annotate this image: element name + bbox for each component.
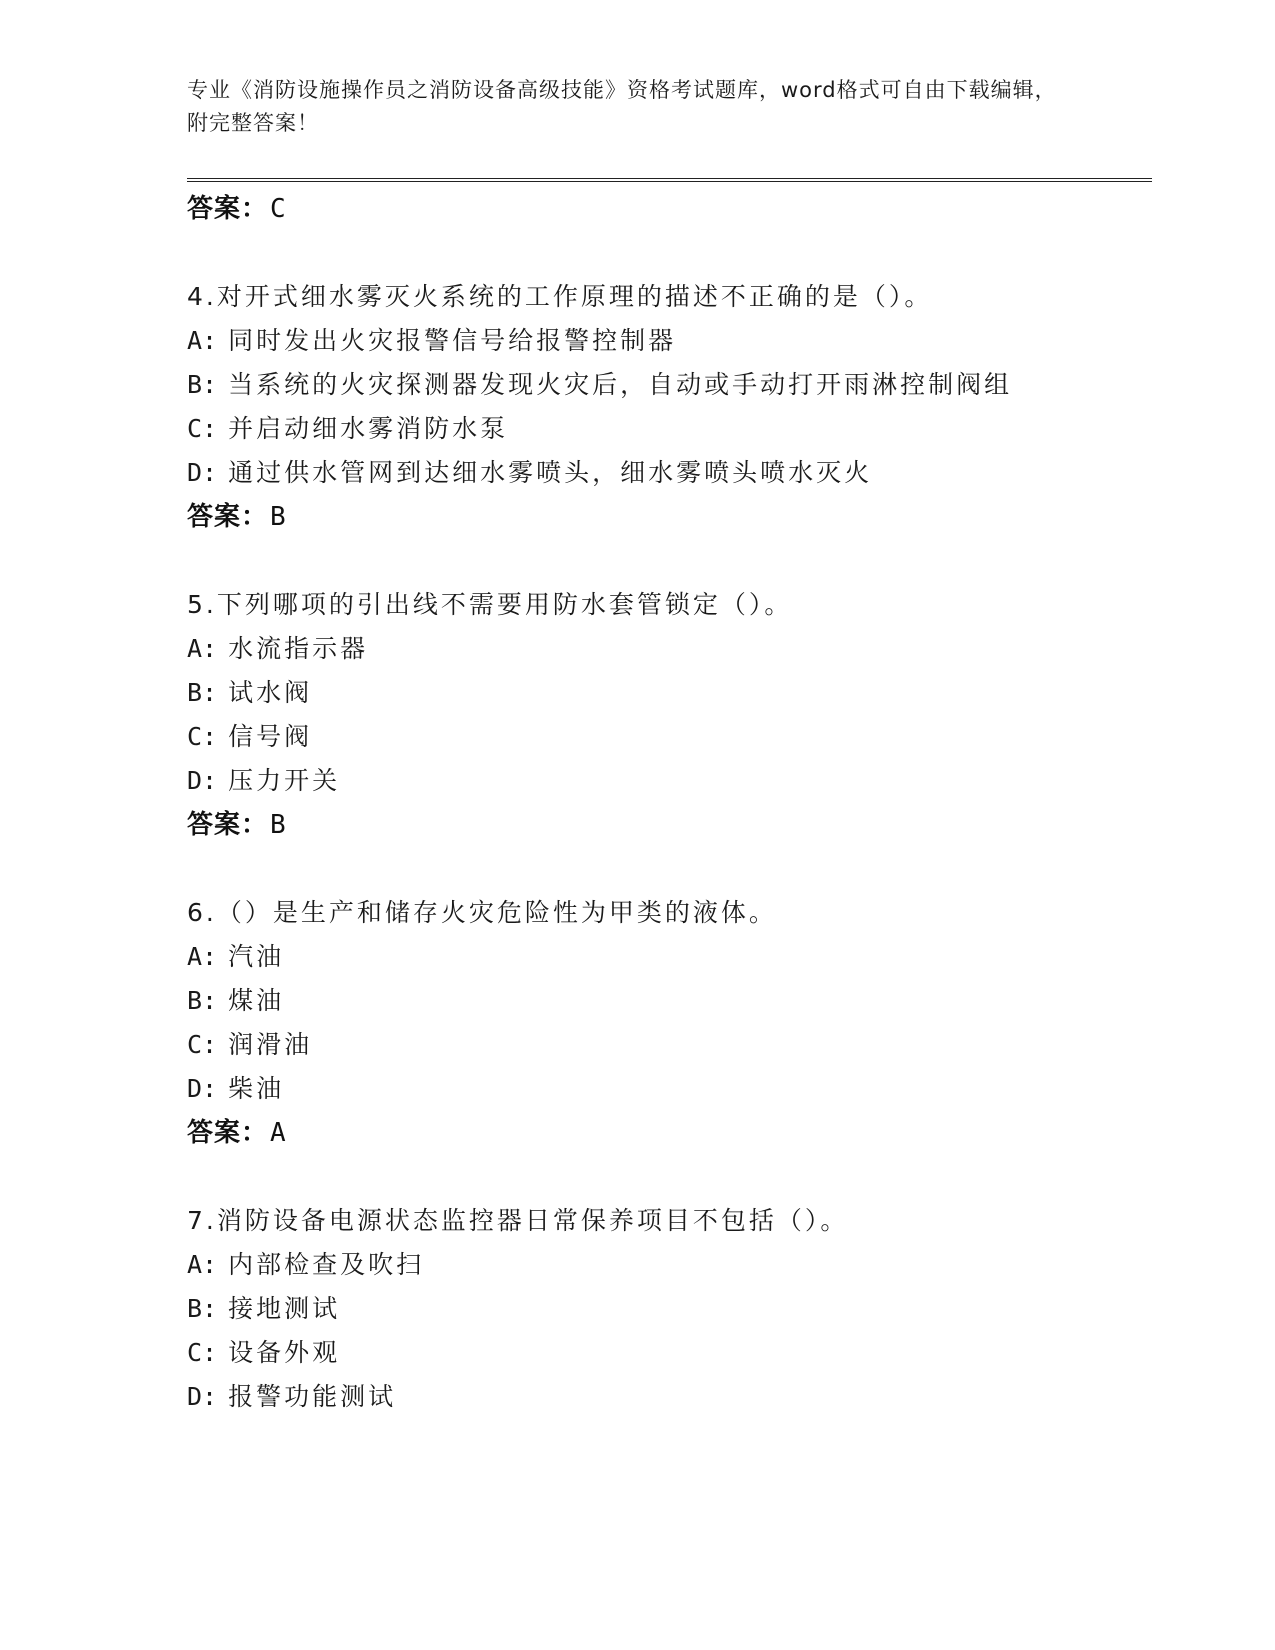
option-text: 报警功能测试 [228,1382,397,1411]
option-letter: C: [187,1338,218,1367]
answer-label: 答案： [187,810,269,840]
question-6-answer [187,1117,287,1149]
question-7-option-b [187,1293,340,1325]
option-text: 同时发出火灾报警信号给报警控制器 [228,326,677,355]
question-5-option-c [187,721,312,753]
question-6-option-c [187,1029,312,1061]
question-stem-4: 4.对开式细水雾灭火系统的工作原理的描述不正确的是（）。 [187,282,933,311]
option-letter: C: [187,1030,218,1059]
question-4-option-a [187,325,676,357]
option-text: 信号阀 [228,722,313,751]
option-letter: D: [187,766,218,795]
document-intro: 专业《消防设施操作员之消防设备高级技能》资格考试题库，word格式可自由下载编辑，附完整答案！ [187,78,1057,135]
answer-value: B [270,810,287,840]
answer-value: B [270,502,287,532]
option-letter: A: [187,1250,218,1279]
option-letter: C: [187,722,218,751]
question-5-answer [187,809,287,841]
question-7-option-a [187,1249,424,1281]
option-letter: B: [187,986,218,1015]
question-stem-6: 6.（）是生产和储存火灾危险性为甲类的液体。 [187,898,777,927]
header-divider [187,178,1152,182]
question-5-option-a [187,633,368,665]
answer-value: A [270,1118,287,1148]
option-letter: B: [187,1294,218,1323]
answer-label: 答案： [187,1118,269,1148]
answer-value: C [270,194,287,224]
option-text: 并启动细水雾消防水泵 [228,414,509,443]
question-6-option-b [187,985,284,1017]
option-text: 接地测试 [228,1294,341,1323]
option-text: 压力开关 [228,766,341,795]
option-letter: A: [187,634,218,663]
option-letter: D: [187,1382,218,1411]
option-text: 当系统的火灾探测器发现火灾后，自动或手动打开雨淋控制阀组 [228,370,1013,399]
option-text: 通过供水管网到达细水雾喷头，细水雾喷头喷水灭火 [228,458,873,487]
option-letter: B: [187,370,218,399]
option-text: 汽油 [228,942,285,971]
option-text: 柴油 [228,1074,285,1103]
question-stem-7: 7.消防设备电源状态监控器日常保养项目不包括（）。 [187,1206,849,1235]
answer-label: 答案： [187,502,269,532]
option-text: 试水阀 [228,678,313,707]
previous-answer [187,193,287,225]
option-letter: A: [187,942,218,971]
question-4-answer [187,501,287,533]
question-4-option-c [187,413,508,445]
question-5-option-d [187,765,340,797]
option-letter: B: [187,678,218,707]
option-text: 内部检查及吹扫 [228,1250,425,1279]
question-6-option-d [187,1073,284,1105]
option-letter: C: [187,414,218,443]
option-text: 润滑油 [228,1030,313,1059]
option-text: 水流指示器 [228,634,369,663]
question-7-option-c [187,1337,340,1369]
option-letter: D: [187,458,218,487]
question-5-option-b [187,677,312,709]
option-letter: A: [187,326,218,355]
option-text: 煤油 [228,986,285,1015]
question-6-option-a [187,941,284,973]
question-4-option-d [187,457,872,489]
question-4-option-b [187,369,1012,401]
question-7-option-d [187,1381,396,1413]
option-letter: D: [187,1074,218,1103]
answer-label: 答案： [187,194,269,224]
option-text: 设备外观 [228,1338,341,1367]
question-stem-5: 5.下列哪项的引出线不需要用防水套管锁定（）。 [187,590,793,619]
